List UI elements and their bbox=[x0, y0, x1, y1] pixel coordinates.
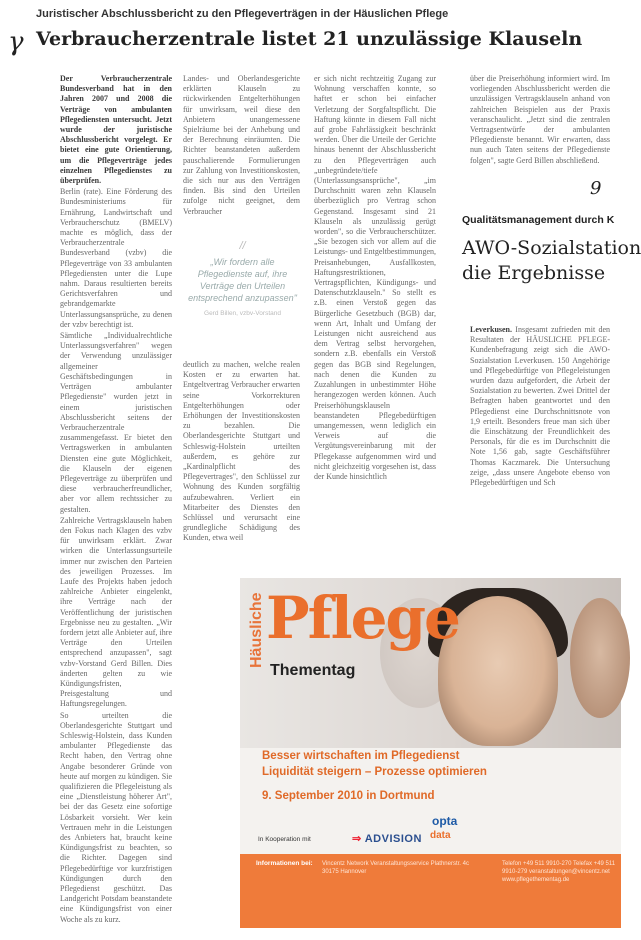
article-paragraph bbox=[470, 325, 610, 488]
quote-icon: // bbox=[239, 240, 246, 252]
article-column-1 bbox=[60, 74, 172, 932]
ad-subtitle: Thementag bbox=[270, 662, 356, 679]
sidebar-headline-line-2: die Ergebnisse bbox=[462, 262, 606, 284]
handwritten-mark: γ bbox=[8, 27, 24, 57]
article-column-4 bbox=[470, 74, 610, 194]
ad-photo-person-right bbox=[570, 598, 630, 718]
kicker: Juristischer Abschlussbericht zu den Pflegeverträgen in der Häuslichen Pflege bbox=[36, 8, 449, 20]
article-paragraph: er sich nicht rechtzeitig Zugang zur Wohnung verschaffen konnte, so haftet er schon bei einfacher Verletzung der Sorgfaltspflicht. Die Haftung könnte in diesem Fall nicht auf grobe Fahrlässigkeit beschränkt werden. Über die Urteile der Gerichte hinaus benennt der Abschlussbericht zu den Pflegeverträgen auch „unbegründete/tiefe (Unterlassungsansprüche", „im Durchschnitt waren zehn Klauseln überbezüglich pro Vertrag schon Gegenstand. Insgesamt sind 21 Klauseln als unzulässig gerügt worden", so die Verbraucherschützer. „Sie bezogen sich vor allem auf die Leistungs- und Entgeltbestimmungen, Preisanhebungen, Ausfallkosten, Haftungsrestriktionen, Vertragspflichten, Kündigungs- und Datenschutzklauseln." So stellt es z.B. einen Verstoß gegen das Bürgerliche Gesetzbuch (BGB) dar, wenn Art, Inhalt und Umfang der Leistungen nicht ausreichend aus dem Vertrag selbst hervorgehen, sondern z.B. ebenfalls ein Verstoß gegen das BGB sind Regelungen, nach denen die Kunden zu Zuzahlungen in unbestimmter Höhe herangezogen werden können. Auch Preiserhöhungsklauseln beanstandeten Pflegebedürftigen umangemessen, wenn lediglich ein Verweis auf die Vergütungsvereinbarung mit der Pflegekasse aufgenommen wird und nicht gleichzeitig vorgesehen ist, dass der Kunde hinsichtlich bbox=[314, 74, 436, 481]
sidebar-headline bbox=[462, 236, 641, 286]
article-column-3 bbox=[314, 74, 436, 568]
sidebar-body-text: Insgesamt zufrieden mit den Resultaten der HÄUSLICHE PFLEGE-Kundenbefragung zeigt sich die AWO-Sozialstation Leverkusen. 150 Angehörige und Pflegebedürftige von Pflegeleistungen wurden dazu aufgefordert, die Arbeit der Sozialstation zu bewerten. Zwei Drittel der Befragten haben geantwortet und den Pflegedienst eine Durchschnittsnote von 1,9 erteilt. Besonders freue man sich über die Einschätzung der Freundlichkeit des Personals, für die es im Durchschnitt die Note 1,56 gab, sagte Geschäftsführer Thomas Kaczmarek. Die Untersuchung zeige, „dass unsere Angebote ebenso von Pflegebedürftigen und Sch bbox=[470, 325, 611, 488]
article-column-2 bbox=[183, 74, 300, 236]
sidebar-article-body bbox=[470, 325, 610, 605]
ad-tagline-2: Liquidität steigern – Prozesse optimieren bbox=[262, 766, 487, 778]
ad-vertical-label: Häusliche bbox=[248, 592, 265, 668]
lead-paragraph: Der Verbraucherzentrale Bundesverband hat in den Jahren 2007 und 2008 die Verträge von ambulanten Pflegediensten untersucht. Jetzt wurde der juristische Abschlussbericht vorgelegt. Er bietet eine gute Orientierung, um die Pflegeverträge jedes einzelnen Pflegedienstes zu überprüfen. bbox=[60, 74, 172, 186]
optadata-logo-bottom: data bbox=[430, 830, 451, 841]
optadata-logo-top: opta bbox=[432, 814, 458, 828]
article-paragraph: Landes- und Oberlandesgerichte erklärten Klauseln zu rückwirkenden Entgelterhöhungen für unwirksam, weil diese den Anbietern unangemessene Spielräume bei der Anhebung und der Berechnung einräumten. Die Richter beanstandeten außerdem pauschalierende Formulierungen zur Zahlung von Investitionskosten, die sich nur aus den Verträgen finden. Bis sind den Urteilen zufolge nicht geeignet, dem Verbraucher bbox=[183, 74, 300, 216]
article-paragraph: deutlich zu machen, welche realen Kosten er zu erwarten hat. Entgeltvertrag Verbraucher erwarten seine Vorkorrekturen Entgelterhöhungen oder Erhöhungen der Investitionskosten zu bezahlen. Die Oberlandesgerichte Stuttgart und Schleswig-Holstein urteilten außerdem, es gehöre zur „Kardinalpflicht des Pflegevertrages", den Schlüssel zur Wohnung des Kunden sorgfältig aufzubewahren. Verliert ein Mitarbeiter des Dienstes den Schlüssel und verursacht eine grundlegliche Schädigung des Kunden, etwa weil bbox=[183, 360, 300, 543]
advision-logo: ⇒ ADVISION bbox=[352, 833, 422, 845]
ad-cooperation-label: In Kooperation mit bbox=[258, 836, 311, 843]
section-label: Qualitätsmanagement durch K bbox=[462, 214, 615, 226]
advertisement[interactable] bbox=[240, 578, 621, 928]
article-paragraph: über die Preiserhöhung informiert wird. Im vorliegenden Abschlussbericht werden die unzulässigen Vertragsklauseln anhand von zahlreichen Beispielen aus der Praxis veranschaulicht. „Jetzt sind die zentralen Vertragsentwürfe der ambulanten Pflegedienste benannt. Wir erwarten, dass nun auch Taten seitens der Pflegedienste folgen", sagte Gerd Billen abschließend. bbox=[470, 74, 610, 165]
article-column-2-continued bbox=[183, 360, 300, 568]
ad-event-date: 9. September 2010 in Dortmund bbox=[262, 790, 435, 802]
handwritten-end-mark: 9 bbox=[590, 178, 602, 199]
pull-quote bbox=[185, 240, 300, 320]
ad-info-label: Informationen bei: bbox=[256, 860, 313, 867]
ad-address: Vincentz Network Veranstaltungsservice Plathnerstr. 4c 30175 Hannover bbox=[322, 861, 469, 875]
pull-quote-text: „Wir fordern alle Pflegedienste auf, ihre Verträge den Urteilen entsprechend anzupassen" bbox=[188, 257, 297, 303]
dateline: Leverkusen. bbox=[470, 325, 512, 334]
ad-brand-title: Pflege bbox=[266, 584, 459, 652]
ad-tagline-1: Besser wirtschaften im Pflegedienst bbox=[262, 750, 460, 762]
ad-contact: Telefon +49 511 9910-270 Telefax +49 511 9910-279 veranstaltungen@vincentz.net www.pflegethementag.de bbox=[502, 861, 616, 883]
article-paragraph: Zahlreiche Vertragsklauseln haben den Fokus nach Klagen des vzbv für unwirksam erklärt. Zwar wirken die Unterlassungsurteile immer nur zwischen den Parteien des jeweiligen Prozesses. Im Laufe des Projekts haben jedoch zahlreiche Anbieter eingelenkt, ihre Verträge nach der Veröffentlichung der juristischen Ergebnisse neu zu gestalten. „Wir fordern jetzt alle Anbieter auf, ihre Verträge den Urteilen entsprechend anzupassen", sagt vzbv-Vorstand Gerd Billen. Dies änderten gelten zu wie Kündigungsfristen, Preisgestaltung und Haftungsregelungen. bbox=[60, 515, 172, 709]
article-paragraph: So urteilten die Oberlandesgerichte Stuttgart und Schleswig-Holstein, dass Kunden ambulanter Pflegedienste das Recht haben, den Vertrag ohne Angabe besonderer Gründe von heute auf morgen zu kündigen. Sie qualifizieren die Pflegeleistung als eine „Dienstleistung höherer Art", bei der das Gesetz eine sofortige Lösbarkeit vorsieht. Wer kein Vertrauen mehr in die Leistungen des Anbieters hat, braucht keine Kündigungsfrist zu beachten, so die Richter. Dagegen sind Pflegebedürftige vor kurzfristigen Kündigungen durch den Pflegedienst geschützt. Das Landgericht Potsdam beanstandete eine Kündigungsfrist von einer Woche als zu kurz. bbox=[60, 710, 172, 924]
advision-arrow-icon: ⇒ bbox=[352, 833, 362, 845]
headline: Verbraucherzentrale listet 21 unzulässige Klauseln bbox=[36, 28, 583, 50]
article-paragraph: Berlin (rate). Eine Förderung des Bundesministeriums für Ernährung, Landwirtschaft und Verbraucherschutz (BMELV) machte es möglich, dass der Verbraucherzentrale Bundesverband (vzbv) die Pflegeverträge von 33 ambulanten Pflegediensten unter die Lupe nahm. Daraus resultierten bereits Gerichtsverfahren und gebrandgemarkte Unterlassungsansprüche, zu denen der vzbv berechtigt ist. bbox=[60, 187, 172, 329]
article-paragraph: Sämtliche „Individualrechtliche Unterlassungsverfahren" wegen der Verwendung unzulässiger allgemeiner Geschäftsbedingungen in Verträgen ambulanter Pflegedienste" wurden jetzt in einem juristischen Abschlussbericht seitens der Verbraucherzentrale zusammengefasst. Er bietet den Vertragswerken in ambulanten Diensten eine gute Möglichkeit, die Klauseln der eigenen Pflegeverträge zu überprüfen und diese verbraucherfreundlicher, aber vor allem rechtssicher zu gestalten. bbox=[60, 331, 172, 514]
sidebar-headline-line-1: AWO-Sozialstation bbox=[462, 237, 641, 259]
pull-quote-source: Gerd Billen, vzbv-Vorstand bbox=[204, 310, 281, 317]
